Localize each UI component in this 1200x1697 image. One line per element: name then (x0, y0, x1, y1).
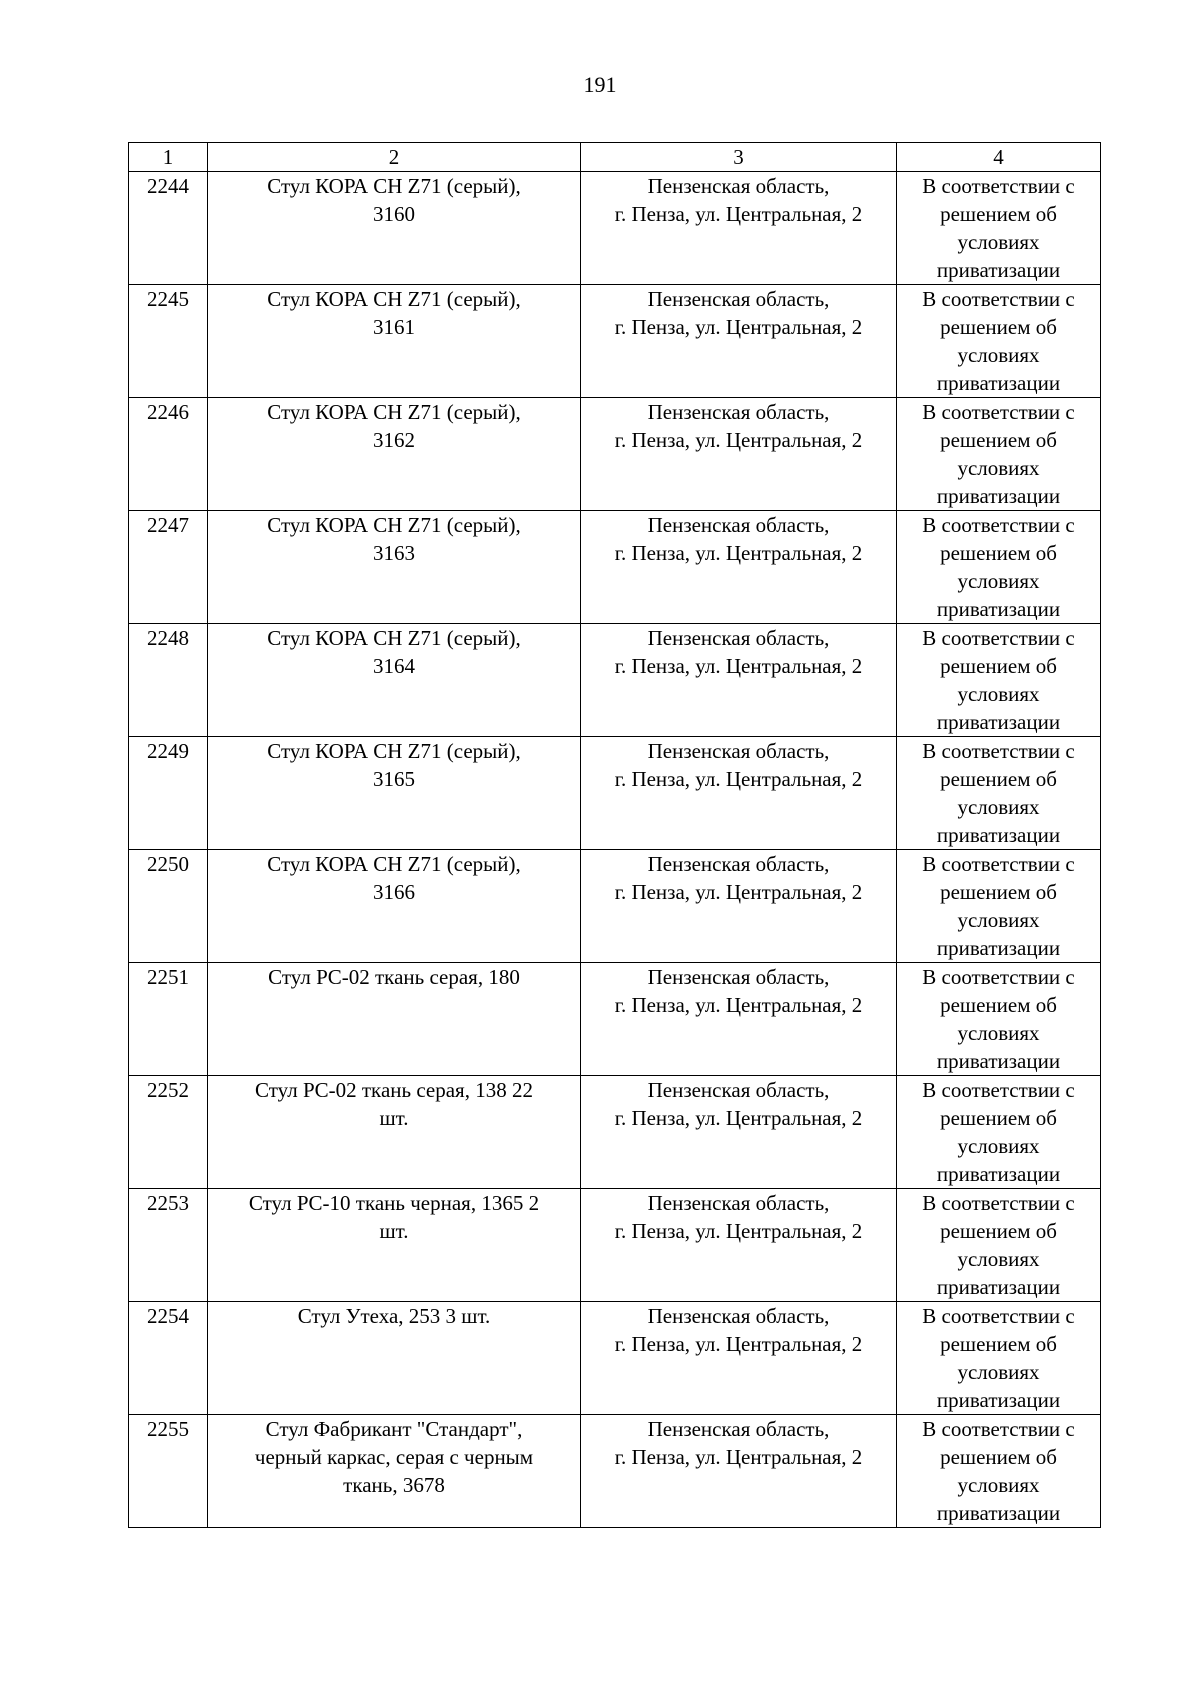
row-number-cell: 2253 (129, 1189, 208, 1302)
terms-cell: В соответствии с решением об условиях приватизации (897, 285, 1101, 398)
address-cell: Пензенская область, г. Пенза, ул. Центральная, 2 (581, 737, 897, 850)
table-row (129, 285, 1101, 398)
row-number-cell: 2246 (129, 398, 208, 511)
item-name-cell: Стул КОРА CH Z71 (серый), 3164 (208, 624, 581, 737)
address-cell: Пензенская область, г. Пенза, ул. Центральная, 2 (581, 963, 897, 1076)
column-header-3: 3 (581, 143, 897, 172)
terms-cell: В соответствии с решением об условиях приватизации (897, 511, 1101, 624)
terms-cell: В соответствии с решением об условиях приватизации (897, 172, 1101, 285)
table-header (129, 143, 1101, 172)
table-row (129, 850, 1101, 963)
address-cell: Пензенская область, г. Пенза, ул. Центральная, 2 (581, 1076, 897, 1189)
row-number-cell: 2248 (129, 624, 208, 737)
terms-cell: В соответствии с решением об условиях приватизации (897, 1302, 1101, 1415)
row-number-cell: 2249 (129, 737, 208, 850)
table-row (129, 737, 1101, 850)
item-name-cell: Стул КОРА CH Z71 (серый), 3161 (208, 285, 581, 398)
terms-cell: В соответствии с решением об условиях приватизации (897, 624, 1101, 737)
item-name-cell: Стул PC-02 ткань серая, 138 22 шт. (208, 1076, 581, 1189)
item-name-cell: Стул Утеха, 253 3 шт. (208, 1302, 581, 1415)
row-number-cell: 2255 (129, 1415, 208, 1528)
table-row (129, 624, 1101, 737)
column-header-1: 1 (129, 143, 208, 172)
table-row (129, 1415, 1101, 1528)
header-row (129, 143, 1101, 172)
item-name-cell: Стул КОРА CH Z71 (серый), 3160 (208, 172, 581, 285)
table-row (129, 1076, 1101, 1189)
item-name-cell: Стул КОРА CH Z71 (серый), 3162 (208, 398, 581, 511)
table-row (129, 963, 1101, 1076)
column-header-4: 4 (897, 143, 1101, 172)
terms-cell: В соответствии с решением об условиях приватизации (897, 963, 1101, 1076)
address-cell: Пензенская область, г. Пенза, ул. Центральная, 2 (581, 285, 897, 398)
row-number-cell: 2245 (129, 285, 208, 398)
terms-cell: В соответствии с решением об условиях приватизации (897, 1076, 1101, 1189)
address-cell: Пензенская область, г. Пенза, ул. Центральная, 2 (581, 1302, 897, 1415)
item-name-cell: Стул PC-02 ткань серая, 180 (208, 963, 581, 1076)
item-name-cell: Стул PC-10 ткань черная, 1365 2 шт. (208, 1189, 581, 1302)
row-number-cell: 2254 (129, 1302, 208, 1415)
column-header-2: 2 (208, 143, 581, 172)
item-name-cell: Стул Фабрикант "Стандарт", черный каркас, серая с черным ткань, 3678 (208, 1415, 581, 1528)
item-name-cell: Стул КОРА CH Z71 (серый), 3163 (208, 511, 581, 624)
table-row (129, 511, 1101, 624)
row-number-cell: 2252 (129, 1076, 208, 1189)
address-cell: Пензенская область, г. Пенза, ул. Центральная, 2 (581, 398, 897, 511)
address-cell: Пензенская область, г. Пенза, ул. Центральная, 2 (581, 172, 897, 285)
table-row (129, 1189, 1101, 1302)
table-body (129, 172, 1101, 1528)
property-table (128, 142, 1101, 1528)
item-name-cell: Стул КОРА CH Z71 (серый), 3166 (208, 850, 581, 963)
terms-cell: В соответствии с решением об условиях приватизации (897, 850, 1101, 963)
row-number-cell: 2244 (129, 172, 208, 285)
terms-cell: В соответствии с решением об условиях приватизации (897, 737, 1101, 850)
address-cell: Пензенская область, г. Пенза, ул. Центральная, 2 (581, 1189, 897, 1302)
terms-cell: В соответствии с решением об условиях приватизации (897, 398, 1101, 511)
terms-cell: В соответствии с решением об условиях приватизации (897, 1415, 1101, 1528)
item-name-cell: Стул КОРА CH Z71 (серый), 3165 (208, 737, 581, 850)
table-row (129, 398, 1101, 511)
address-cell: Пензенская область, г. Пенза, ул. Центральная, 2 (581, 1415, 897, 1528)
address-cell: Пензенская область, г. Пенза, ул. Центральная, 2 (581, 624, 897, 737)
table-row (129, 172, 1101, 285)
address-cell: Пензенская область, г. Пенза, ул. Центральная, 2 (581, 511, 897, 624)
row-number-cell: 2251 (129, 963, 208, 1076)
address-cell: Пензенская область, г. Пенза, ул. Центральная, 2 (581, 850, 897, 963)
table-row (129, 1302, 1101, 1415)
terms-cell: В соответствии с решением об условиях приватизации (897, 1189, 1101, 1302)
page-number: 191 (583, 72, 617, 97)
row-number-cell: 2247 (129, 511, 208, 624)
row-number-cell: 2250 (129, 850, 208, 963)
